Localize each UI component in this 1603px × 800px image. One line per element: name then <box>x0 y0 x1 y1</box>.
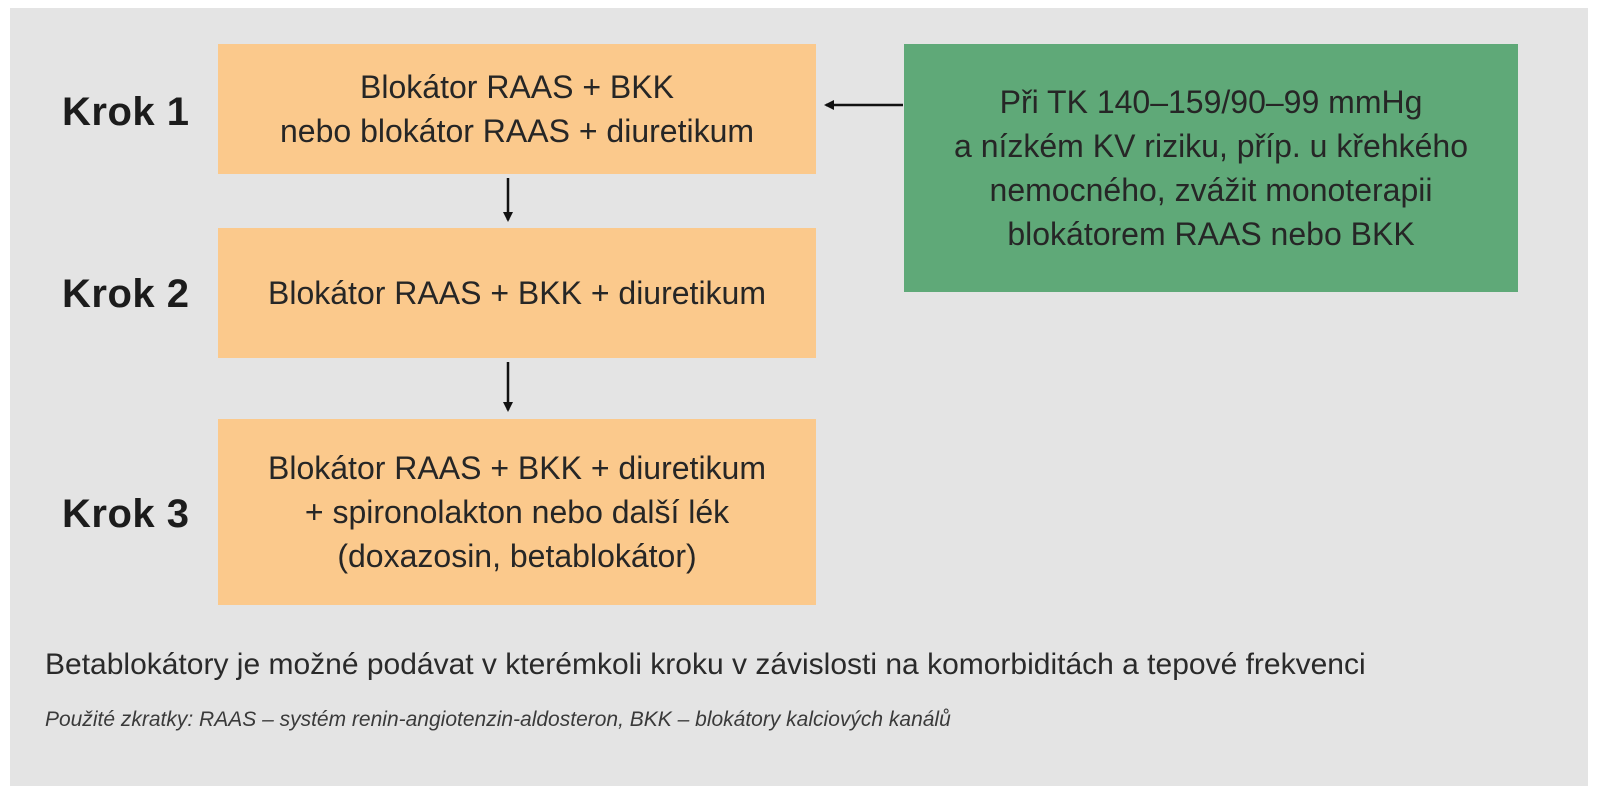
step-3-line-3: (doxazosin, betablokátor) <box>337 538 697 574</box>
step-1-box <box>218 44 816 174</box>
step-2-label: Krok 2 <box>62 272 190 316</box>
monotherapy-note-box <box>904 44 1518 292</box>
step-1-line-2: nebo blokátor RAAS + diuretikum <box>279 113 755 149</box>
note-line-4: blokátorem RAAS nebo BKK <box>1007 216 1415 252</box>
step-2-box <box>218 228 816 358</box>
step-3-box <box>218 419 816 605</box>
step-1-line-1: Blokátor RAAS + BKK <box>360 69 674 105</box>
step-3-label: Krok 3 <box>62 492 190 536</box>
note-line-2: a nízkém KV riziku, příp. u křehkého <box>954 128 1468 164</box>
step-3-line-2: + spironolakton nebo další lék <box>304 494 730 530</box>
note-line-3: nemocného, zvážit monoterapii <box>989 172 1433 208</box>
step-1-label: Krok 1 <box>62 90 190 134</box>
step-3-line-1: Blokátor RAAS + BKK + diuretikum <box>268 450 766 486</box>
abbreviations-note: Použité zkratky: RAAS – systém renin-angiotenzin-aldosteron, BKK – blokátory kalciových kanálů <box>45 708 951 731</box>
step-2-line-1: Blokátor RAAS + BKK + diuretikum <box>268 275 766 311</box>
note-line-1: Při TK 140–159/90–99 mmHg <box>999 84 1423 120</box>
betablocker-footnote: Betablokátory je možné podávat v kterémkoli kroku v závislosti na komorbiditách a tepové frekvenci <box>45 648 1366 681</box>
